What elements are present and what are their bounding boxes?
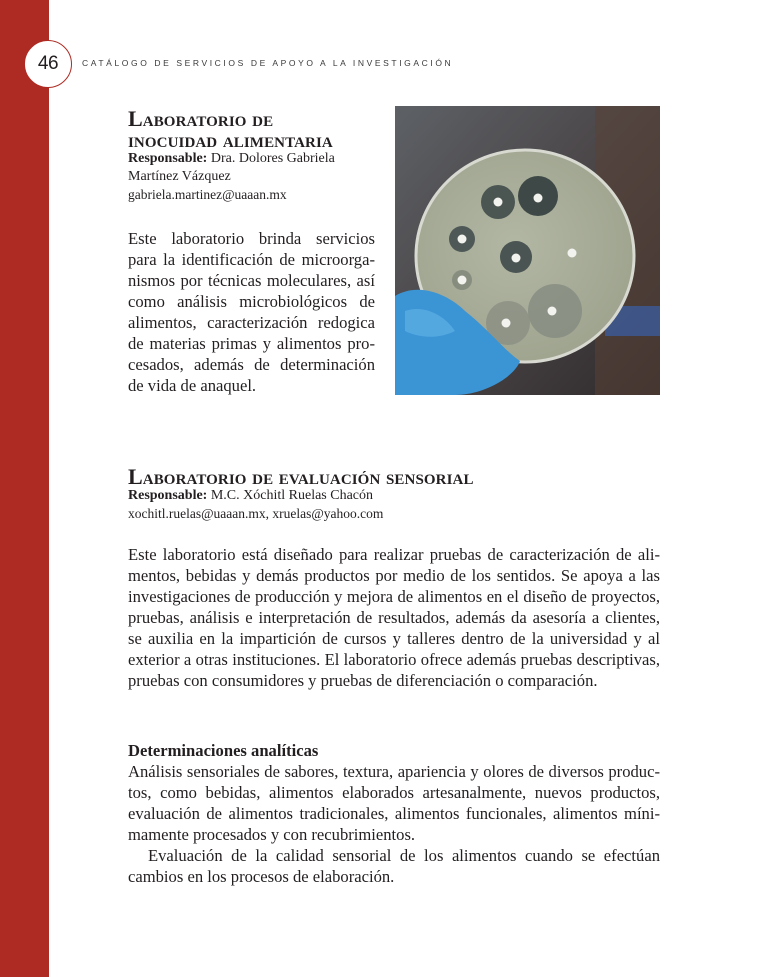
responsible-label: Responsable: xyxy=(128,488,208,503)
running-head: CATÁLOGO DE SERVICIOS DE APOYO A LA INVESTIGACIÓN xyxy=(82,58,454,68)
responsible xyxy=(128,150,376,186)
petri-dish-photo xyxy=(395,106,660,395)
analytic-paragraph-1: Análisis sensoriales de sabores, textura, apariencia y olores de diversos productos, como bebidas, alimentos elaborados artesanalmente, nuevos productos, evaluación de alimentos tradicionales, alimentos funcionales, alimentos mínimamente procesados y con recubrimientos. xyxy=(128,762,660,844)
section-description: Este laboratorio brinda servicios para la identificación de microorganismos por técnicas moleculares, así como análisis microbiológicos de alimentos, caracterización redogica de materias primas y alimentos procesados, además de determinación de vida de anaquel. xyxy=(128,229,375,395)
contact-emails[interactable]: xochitl.ruelas@uaaan.mx, xruelas@yahoo.com xyxy=(128,506,384,521)
subheading: Determinaciones analíticas xyxy=(128,741,319,760)
section-sensorial-header xyxy=(128,466,668,523)
analytic-paragraph-2: Evaluación de la calidad sensorial de los alimentos cuando se efectúan cambios en los procesos de elaboración. xyxy=(128,846,660,886)
section-inocuidad-header xyxy=(128,108,376,204)
responsible xyxy=(128,487,668,505)
section-title xyxy=(128,108,376,150)
side-color-bar xyxy=(0,0,49,977)
contact-email[interactable]: gabriela.martinez@uaaan.mx xyxy=(128,187,287,202)
section-description: Este laboratorio está diseñado para realizar pruebas de caracterización de alimentos, bebidas y demás productos por medio de los sentidos. Se apoya a las investigaciones de producción y mejora de alimentos en el diseño de proyectos, pruebas, análisis e interpretación de resultados, además da asesoría a clientes, se auxilia en la impartición de cursos y talleres dentro de la universidad y al exterior a otras instituciones. El laboratorio ofrece además pruebas descriptivas, pruebas con consumidores y pruebas de diferenciación o comparación. xyxy=(128,545,660,690)
section-title-line1: Laboratorio de xyxy=(128,106,274,131)
section-title: Laboratorio de evaluación sensorial xyxy=(128,464,474,489)
responsible-name: M.C. Xóchitl Ruelas Chacón xyxy=(210,488,374,503)
section-title-line2: inocuidad alimentaria xyxy=(128,127,333,152)
responsible-name: Dra. Dolores Gabriela Martínez Vázquez xyxy=(128,151,335,184)
photo-petri-dish-icon xyxy=(395,106,660,395)
analytic-determinations xyxy=(128,740,660,887)
responsible-label: Responsable: xyxy=(128,151,208,166)
page-number: 46 xyxy=(24,40,72,88)
